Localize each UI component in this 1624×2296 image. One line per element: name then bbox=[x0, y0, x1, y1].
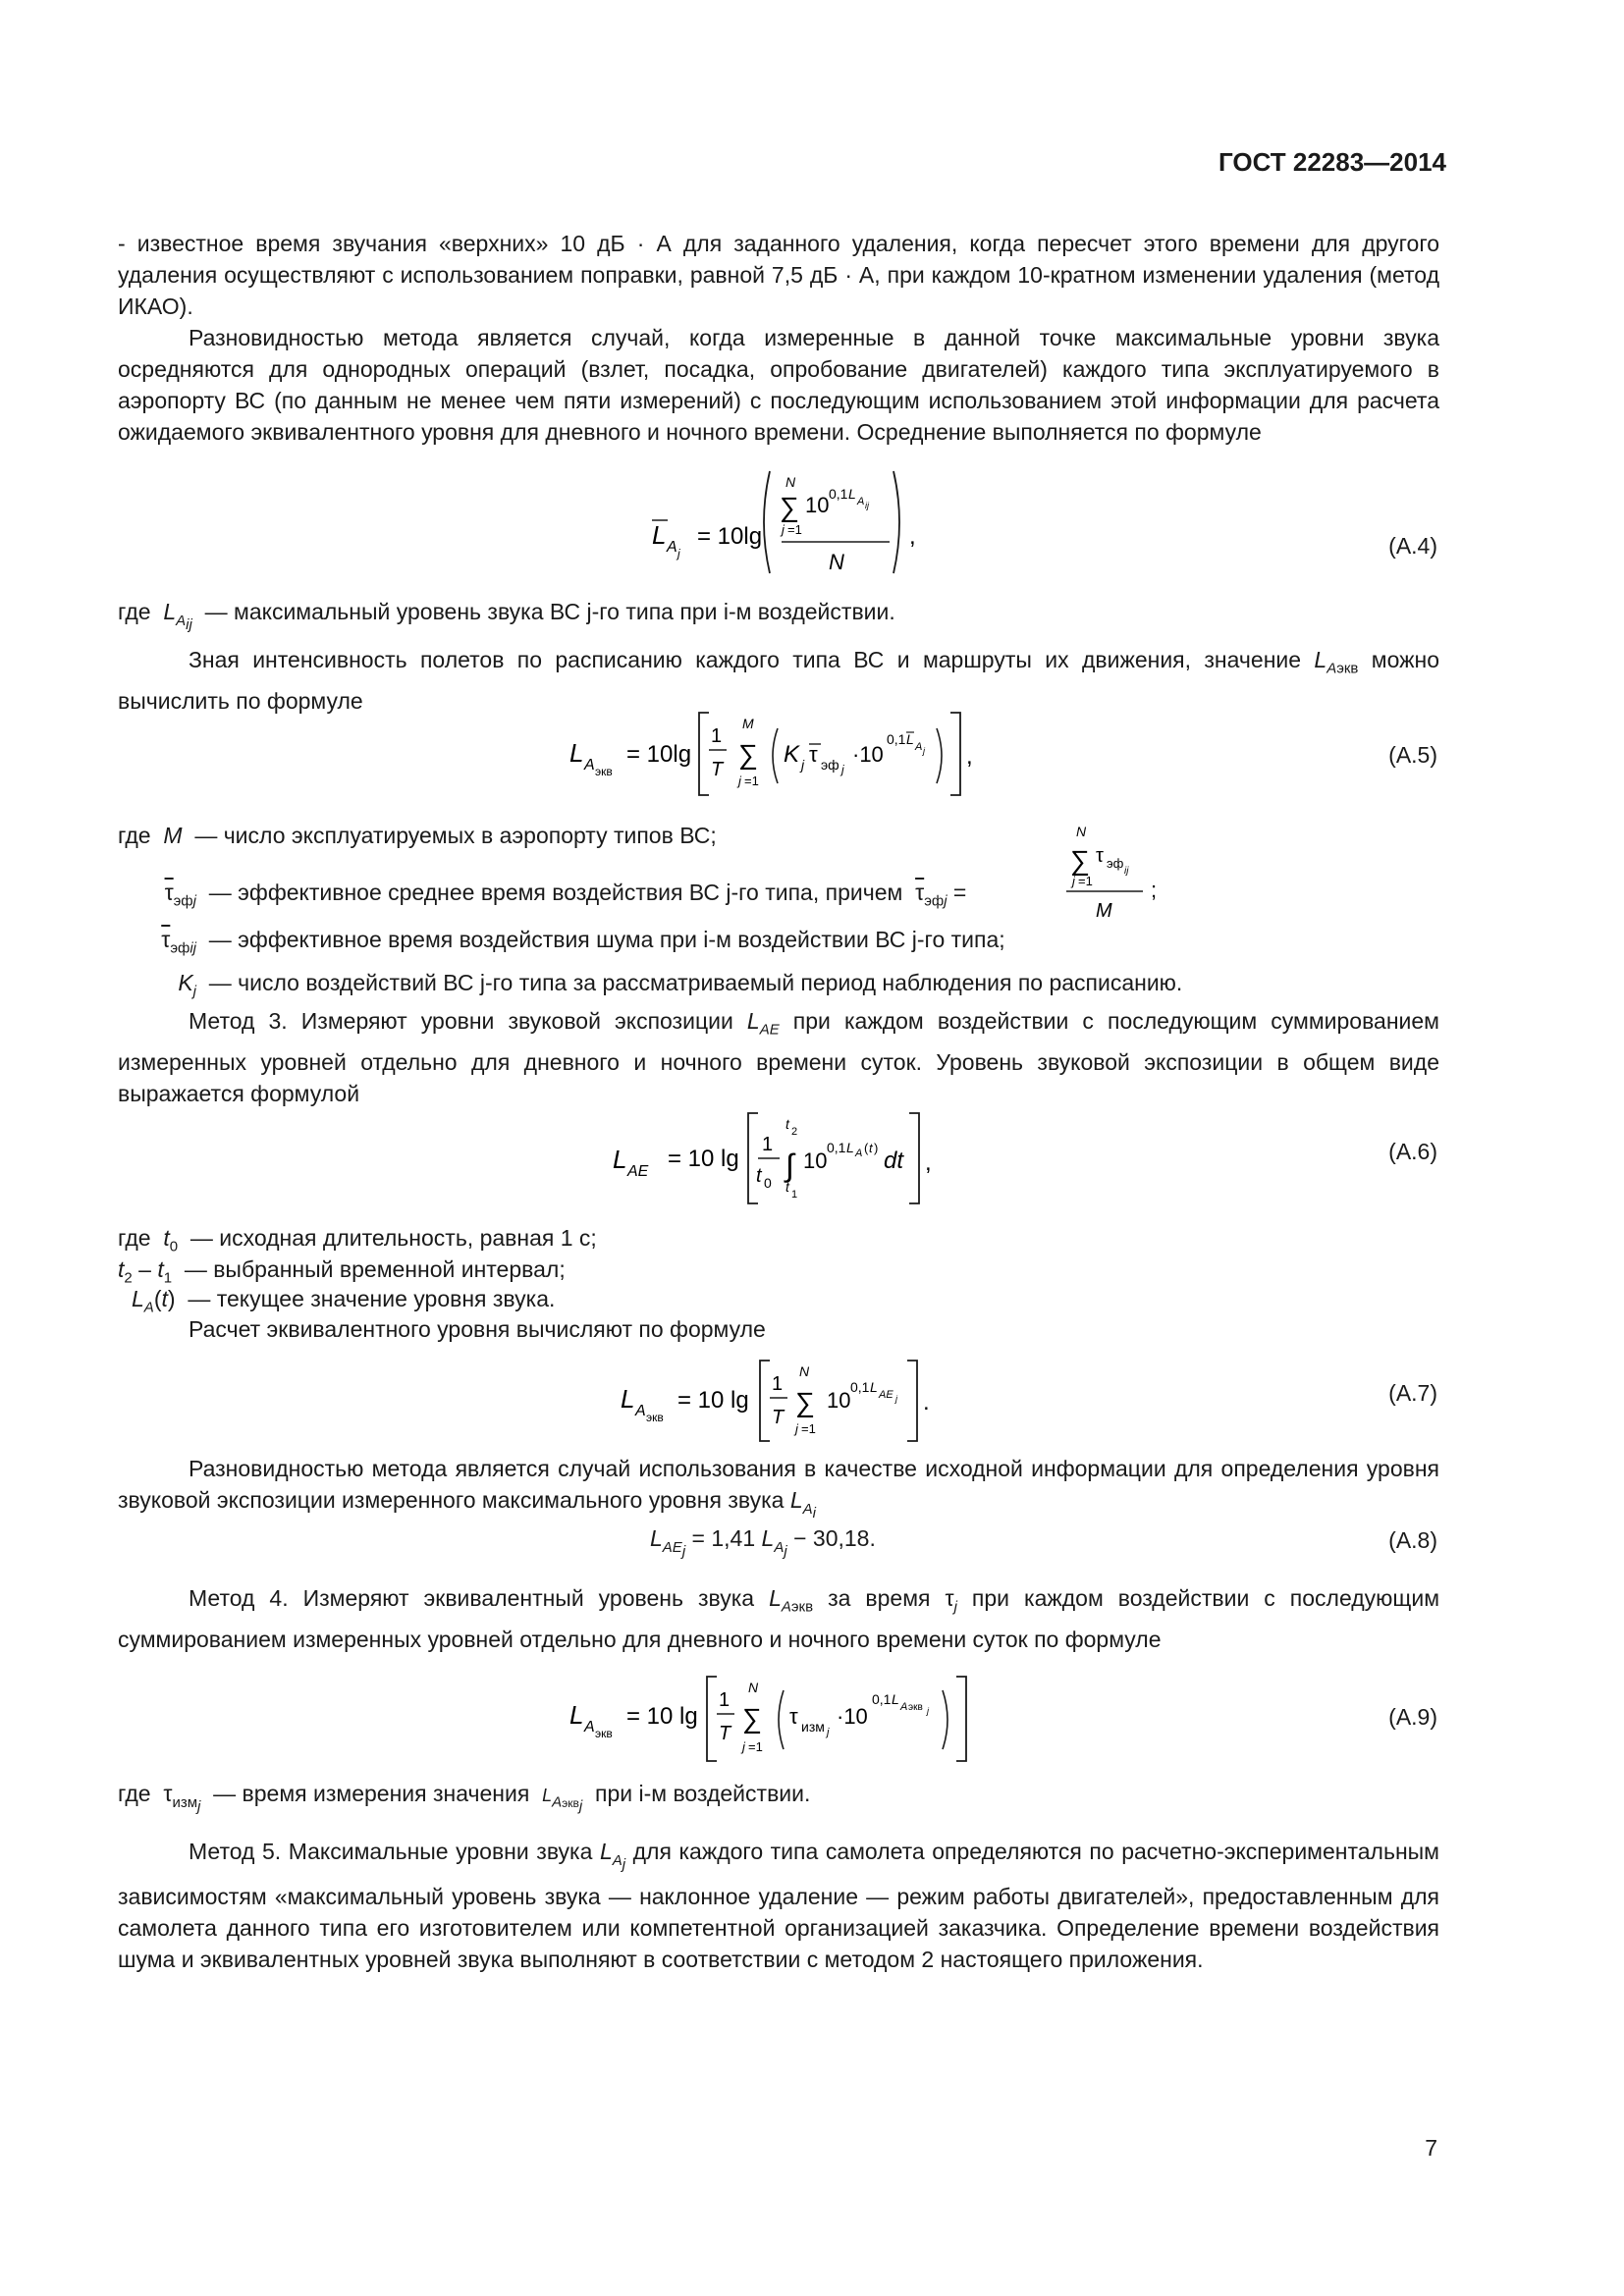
svg-text:= 10lg: = 10lg bbox=[626, 741, 692, 768]
svg-text:T: T bbox=[772, 1407, 785, 1428]
svg-text:=1: =1 bbox=[787, 522, 802, 537]
svg-text:A: A bbox=[900, 1701, 908, 1713]
svg-text:экв: экв bbox=[908, 1702, 923, 1713]
svg-text:N: N bbox=[829, 550, 844, 574]
svg-text:j: j bbox=[677, 547, 680, 561]
svg-text:N: N bbox=[785, 474, 796, 490]
equation-number-a5: (А.5) bbox=[1388, 742, 1437, 768]
equation-number-a7: (А.7) bbox=[1388, 1380, 1437, 1406]
svg-text:A: A bbox=[667, 539, 677, 556]
document-header: ГОСТ 22283—2014 bbox=[1218, 147, 1446, 177]
svg-text:T: T bbox=[719, 1723, 731, 1744]
svg-text:·10: ·10 bbox=[852, 742, 884, 767]
svg-text:∑: ∑ bbox=[795, 1387, 815, 1417]
svg-text:1: 1 bbox=[711, 725, 723, 747]
svg-text:N: N bbox=[1076, 824, 1087, 839]
svg-text:1: 1 bbox=[719, 1689, 731, 1711]
formula-a5 bbox=[566, 701, 1017, 808]
svg-text:L: L bbox=[870, 1379, 878, 1395]
svg-text:L: L bbox=[846, 1140, 854, 1155]
formula-a6 bbox=[609, 1107, 962, 1214]
svg-text:t: t bbox=[756, 1165, 762, 1187]
equation-number-a9: (А.9) bbox=[1388, 1704, 1437, 1730]
svg-text:L: L bbox=[906, 731, 914, 747]
svg-text:A: A bbox=[915, 741, 923, 753]
svg-text:τ: τ bbox=[1096, 845, 1104, 867]
svg-text:0: 0 bbox=[764, 1175, 772, 1191]
svg-text:экв: экв bbox=[646, 1411, 664, 1424]
svg-text:M: M bbox=[742, 716, 754, 731]
svg-text:N: N bbox=[799, 1363, 810, 1379]
equation-number-a4: (А.4) bbox=[1388, 533, 1437, 559]
svg-text:t: t bbox=[869, 1141, 873, 1155]
svg-text:L: L bbox=[621, 1384, 635, 1414]
paragraph-method-3: Метод 3. Измеряют уровни звуковой экспозиции $L_{AE}$ при каждом воздействии с последующим суммированием измеренных уровней отдельно для дневного и ночного времени суток. Уровень звуковой экспозиции в общем виде выражается формулой bbox=[118, 1008, 1439, 1106]
svg-text:10: 10 bbox=[803, 1148, 828, 1173]
svg-text:L: L bbox=[892, 1691, 899, 1707]
svg-text:= 10 lg: = 10 lg bbox=[626, 1703, 698, 1730]
svg-text:∑: ∑ bbox=[742, 1703, 762, 1734]
definition-t2-t1: $t_2 - t_1$ — выбранный временной интервал; bbox=[118, 1256, 566, 1287]
svg-text:∑: ∑ bbox=[738, 739, 758, 770]
definition-laij: где $L_{A_{ij}}$ — максимальный уровень звука ВС j-го типа при i-м воздействии. bbox=[118, 599, 895, 633]
svg-text:=1: =1 bbox=[801, 1421, 816, 1436]
svg-text:1: 1 bbox=[762, 1134, 774, 1155]
svg-text:A: A bbox=[857, 496, 865, 507]
svg-text:N: N bbox=[748, 1680, 759, 1695]
svg-text:j: j bbox=[895, 1394, 897, 1404]
svg-text:ij: ij bbox=[865, 501, 869, 510]
svg-text:j: j bbox=[927, 1706, 929, 1716]
svg-text:0,1: 0,1 bbox=[887, 731, 906, 747]
svg-text:j: j bbox=[1072, 874, 1075, 888]
svg-text:L: L bbox=[569, 1700, 584, 1730]
svg-text:j: j bbox=[738, 774, 741, 788]
paragraph-exposure-variant: Разновидностью метода является случай использования в качестве исходной информации для определения уровня звуковой экспозиции измеренного максимального уровня звука $L_{A_i}$ bbox=[118, 1456, 1439, 1522]
paragraph-averaging: Разновидностью метода является случай, когда измеренные в данной точке максимальные уровни звука осредняются для однородных операций (взлет, посадка, опробование двигателей) каждого типа эксплуатируемого в аэропорту ВС (по данным не менее чем пяти измерений) с последующим использованием этой информации для расчета ожидаемого эквивалентного уровня для дневного и ночного времени. Осреднение выполняется по формуле bbox=[118, 325, 1439, 445]
svg-text:T: T bbox=[711, 759, 724, 780]
svg-text:A: A bbox=[855, 1148, 863, 1159]
svg-text:L: L bbox=[848, 486, 856, 502]
paragraph-equivalent-calc: Расчет эквивалентного уровня вычисляют по формуле bbox=[189, 1316, 766, 1342]
svg-text:j: j bbox=[923, 746, 925, 756]
svg-text:∑: ∑ bbox=[1070, 845, 1090, 876]
formula-a7 bbox=[617, 1353, 970, 1452]
svg-text:j: j bbox=[742, 1739, 745, 1754]
svg-text:A: A bbox=[635, 1403, 646, 1419]
definition-tau-izm: где $\tau_{изм_j}$ — время измерения значения $L_{Aэкв_j}$ при i-м воздействии. bbox=[118, 1781, 811, 1815]
svg-text:τ: τ bbox=[809, 742, 818, 767]
svg-text:M: M bbox=[1096, 900, 1112, 922]
svg-text:= 10 lg: = 10 lg bbox=[677, 1387, 749, 1414]
svg-text:экв: экв bbox=[595, 1727, 613, 1740]
paragraph-schedule: Зная интенсивность полетов по расписанию каждого типа ВС и маршруты их движения, значение $L_{Aэкв}$ можно вычислить по формуле bbox=[118, 647, 1439, 714]
svg-text:10: 10 bbox=[805, 493, 830, 517]
svg-text:,: , bbox=[925, 1149, 932, 1176]
svg-text:изм: изм bbox=[801, 1719, 825, 1735]
svg-text:ij: ij bbox=[1124, 866, 1129, 877]
where-label: где bbox=[118, 599, 151, 624]
page-number: 7 bbox=[1425, 2135, 1437, 2161]
definition-tau-eff-ij: $\overline{\tau}_{эфij}$ — эффективное время воздействия шума при i-м воздействии ВС j-го типа; bbox=[161, 927, 1005, 957]
formula-a9 bbox=[566, 1669, 1017, 1772]
definition-tau-eff-j: $\overline{\tau}_{эфj}$ — эффективное среднее время воздействия ВС j-го типа, причем $\overline{\tau}_{эфj}$ = bbox=[164, 880, 967, 910]
svg-text:·10: ·10 bbox=[837, 1704, 868, 1729]
svg-text:A: A bbox=[584, 757, 595, 774]
equation-number-a6: (А.6) bbox=[1388, 1139, 1437, 1164]
svg-text:;: ; bbox=[1151, 878, 1158, 902]
svg-text:t: t bbox=[785, 1179, 789, 1195]
svg-text:= 10 lg: = 10 lg bbox=[668, 1146, 739, 1172]
svg-text:0,1: 0,1 bbox=[872, 1691, 892, 1707]
svg-text:∑: ∑ bbox=[780, 492, 799, 522]
svg-text:j: j bbox=[795, 1421, 798, 1436]
definition-t0: где $t_0$ — исходная длительность, равная 1 с; bbox=[118, 1225, 597, 1255]
svg-text:= 10lg: = 10lg bbox=[697, 523, 763, 550]
svg-text:=1: =1 bbox=[1078, 874, 1093, 888]
svg-text:τ: τ bbox=[789, 1704, 798, 1729]
svg-text:A: A bbox=[584, 1719, 595, 1735]
svg-text:): ) bbox=[874, 1141, 879, 1155]
paragraph-icao-method: - известное время звучания «верхних» 10 дБ · А для заданного удаления, когда пересчет этого времени для другого удаления осуществляют с использованием поправки, равной 7,5 дБ · А, при каждом 10-кратном изменении удаления (метод ИКАО). bbox=[118, 231, 1439, 319]
svg-text:L: L bbox=[613, 1145, 627, 1174]
definition-la-t: $L_A(t)$ — текущее значение уровня звука. bbox=[132, 1286, 556, 1316]
svg-text:j: j bbox=[782, 522, 785, 537]
svg-text:,: , bbox=[909, 523, 916, 550]
svg-text:j: j bbox=[841, 763, 844, 776]
formula-a8: $L_{AE_j} = 1,41$ $L_{A_j} - 30,18$. bbox=[650, 1525, 876, 1560]
svg-text:.: . bbox=[923, 1389, 930, 1415]
svg-text:L: L bbox=[569, 738, 584, 768]
svg-text:AE: AE bbox=[627, 1163, 649, 1180]
svg-text:L: L bbox=[652, 520, 667, 550]
svg-text:K: K bbox=[784, 741, 800, 768]
svg-text:j: j bbox=[827, 1727, 830, 1738]
svg-text:0,1: 0,1 bbox=[827, 1140, 846, 1155]
svg-text:0,1: 0,1 bbox=[850, 1379, 870, 1395]
svg-text:=1: =1 bbox=[744, 774, 759, 788]
definition-k: $K_j$ — число воздействий ВС j-го типа за рассматриваемый период наблюдения по расписанию. bbox=[178, 970, 1183, 1000]
definition-m: где M — число эксплуатируемых в аэропорту типов ВС; bbox=[118, 823, 717, 848]
paragraph-method-4: Метод 4. Измеряют эквивалентный уровень звука $L_{Aэкв}$ за время $\tau_j$ при каждом воздействии с последующим суммированием измеренных уровней отдельно для дневного и ночного времени суток по формуле bbox=[118, 1585, 1440, 1652]
svg-text:1: 1 bbox=[791, 1189, 798, 1201]
svg-text:экв: экв bbox=[595, 765, 613, 778]
svg-text:j: j bbox=[801, 757, 805, 773]
svg-text:(: ( bbox=[864, 1141, 869, 1155]
svg-text:1: 1 bbox=[772, 1373, 784, 1395]
svg-text:dt: dt bbox=[884, 1148, 904, 1174]
svg-text:t: t bbox=[785, 1116, 789, 1132]
svg-text:AE: AE bbox=[879, 1389, 893, 1401]
svg-text:=1: =1 bbox=[748, 1739, 763, 1754]
svg-text:эф: эф bbox=[1107, 856, 1124, 871]
svg-text:10: 10 bbox=[827, 1388, 851, 1413]
equation-number-a8: (А.8) bbox=[1388, 1527, 1437, 1553]
svg-text:∫: ∫ bbox=[785, 1148, 794, 1183]
svg-text:2: 2 bbox=[791, 1126, 798, 1138]
svg-text:,: , bbox=[966, 743, 973, 770]
svg-text:0,1: 0,1 bbox=[829, 486, 848, 502]
formula-a4 bbox=[648, 463, 943, 586]
formula-tau-average bbox=[1060, 819, 1178, 932]
paragraph-method-5: Метод 5. Максимальные уровни звука $L_{A_j}$ для каждого типа самолета определяются по расчетно-экспериментальным зависимостям «максимальный уровень звука — наклонное удаление — режим работы двигателей», предоставленным для самолета данного типа его изготовителем или компетентной организацией заказчика. Определение времени воздействия шума и эквивалентных уровней звука выполняют в соответствии с методом 2 настоящего приложения. bbox=[118, 1839, 1439, 1972]
definition-laij-text: — максимальный уровень звука ВС j-го типа при i-м воздействии. bbox=[204, 599, 895, 624]
svg-text:эф: эф bbox=[821, 757, 839, 773]
